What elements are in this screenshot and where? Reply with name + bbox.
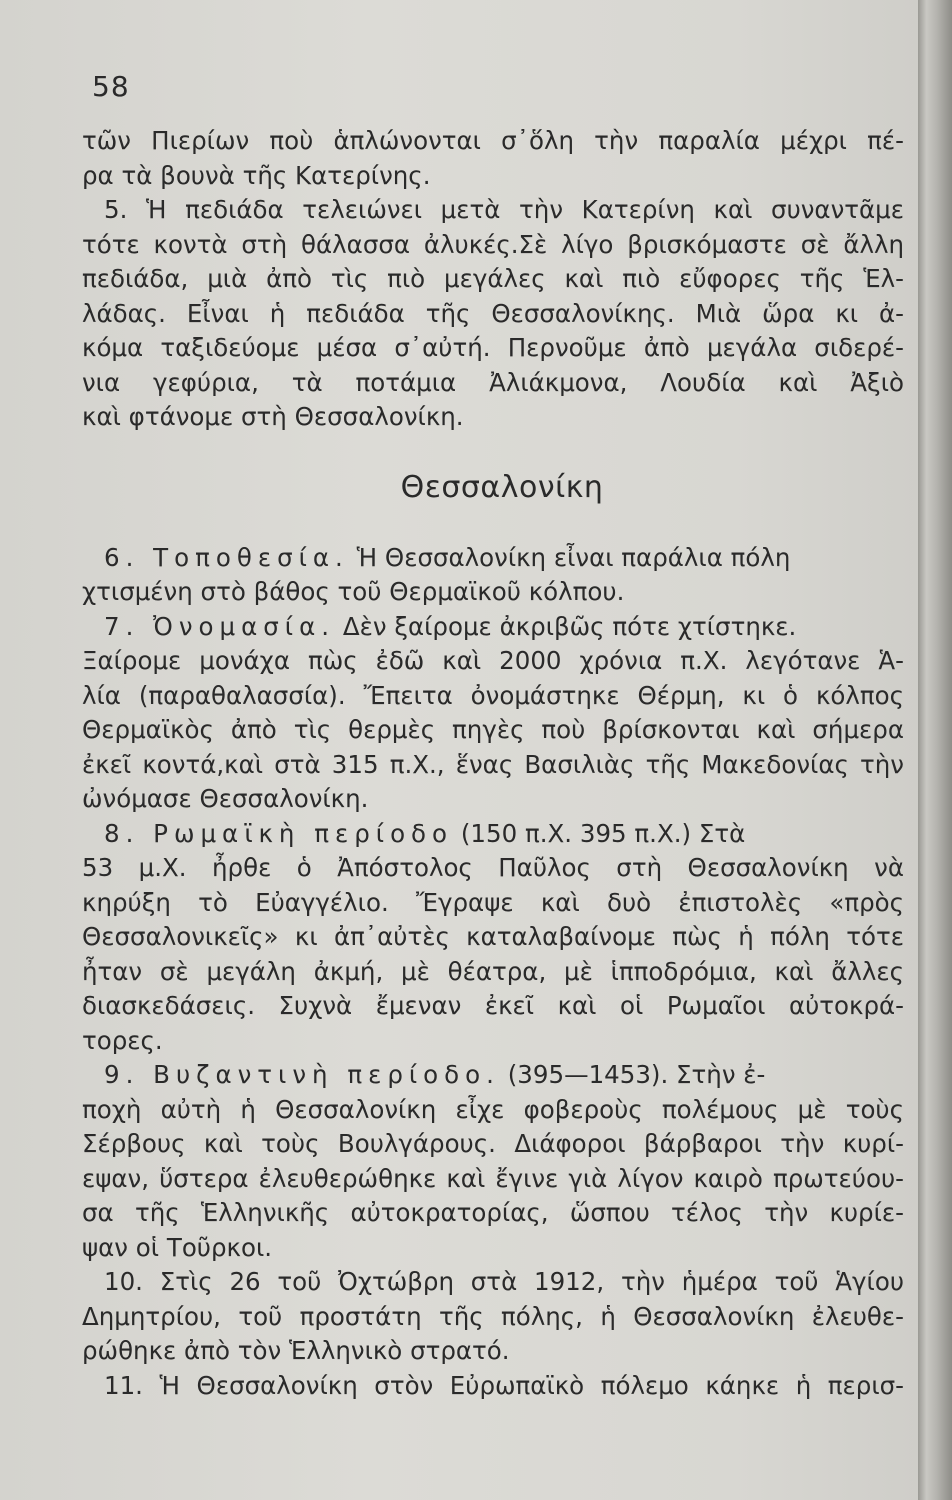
paragraph-lead: 8. Ρωμαϊκὴ περίοδο bbox=[104, 818, 454, 848]
text-segment: Δὲν ξαίρομε ἀκριβῶς πότε χτίστηκε. bbox=[342, 611, 797, 641]
text-line: ἐκεῖ κοντά,καὶ στὰ 315 π.Χ., ἕνας Βασιλιὰς τῆς Μακεδονίας τὴν bbox=[82, 749, 904, 779]
text-line bbox=[82, 1058, 904, 1093]
paragraph-8 bbox=[82, 817, 904, 1059]
text-segment: (150 π.Χ. 395 π.Χ.) Στὰ bbox=[460, 818, 746, 848]
text-line: λία (παραθαλασσία). Ἔπειτα ὀνομάστηκε Θέρμη, κι ὁ κόλπος bbox=[82, 680, 904, 710]
paragraph-7 bbox=[82, 610, 904, 817]
text-line: ἦταν σὲ μεγάλη ἀκμή, μὲ θέατρα, μὲ ἱπποδρόμια, καὶ ἄλλες bbox=[82, 956, 904, 986]
paragraph-lead: 9. Βυζαντινὴ περίοδο. bbox=[104, 1060, 500, 1089]
text-line bbox=[82, 817, 904, 852]
text-line: Σέρβους καὶ τοὺς Βουλγάρους. Διάφοροι βάρβαροι τὴν κυρί- bbox=[82, 1129, 904, 1158]
paragraph-lead: 7. Ὀνομασία. bbox=[104, 611, 336, 641]
text-line bbox=[82, 541, 904, 576]
text-line: κόμα ταξιδεύομε μέσα σ᾿αὐτή. Περνοῦμε ἀπὸ μεγάλα σιδερέ- bbox=[82, 333, 904, 362]
text-line: 10. Στὶς 26 τοῦ Ὀχτώβρη στὰ 1912, τὴν ἡμέρα τοῦ Ἁγίου bbox=[104, 1267, 904, 1296]
section-title: Θεσσαλονίκη bbox=[400, 469, 604, 505]
text-line: 5. Ἡ πεδιάδα τελειώνει μετὰ τὴν Κατερίνη καὶ συναντᾶμε bbox=[104, 195, 904, 224]
text-line: ρώθηκε ἀπὸ τὸν Ἑλληνικὸ στρατό. bbox=[82, 1336, 510, 1365]
page-body bbox=[82, 124, 904, 1403]
text-segment: (395—1453). Στὴν ἐ- bbox=[507, 1060, 766, 1089]
paragraph-5 bbox=[82, 193, 904, 435]
text-line: ρα τὰ βουνὰ τῆς Κατερίνης. bbox=[82, 160, 431, 190]
text-line: χτισμένη στὸ βάθος τοῦ Θερμαϊκοῦ κόλπου. bbox=[82, 577, 625, 606]
text-line: ὠνόμασε Θεσσαλονίκη. bbox=[82, 784, 369, 813]
text-line: Ξαίρομε μονάχα πὼς ἐδῶ καὶ 2000 χρόνια π.Χ. λεγότανε Ἁ- bbox=[82, 646, 904, 675]
text-line: κηρύξη τὸ Εὐαγγέλιο. Ἔγραψε καὶ δυὸ ἐπιστολὲς «πρὸς bbox=[82, 887, 904, 917]
text-line: τορες. bbox=[82, 1025, 163, 1055]
paragraph-lead: 6. Τοποθεσία. bbox=[104, 542, 349, 572]
text-line: νια γεφύρια, τὰ ποτάμια Ἀλιάκμονα, Λουδία καὶ Ἀξιὸ bbox=[82, 367, 904, 397]
page-edge-shadow bbox=[918, 0, 952, 1500]
paragraph-11 bbox=[82, 1369, 904, 1404]
text-line: λάδας. Εἶναι ἡ πεδιάδα τῆς Θεσσαλονίκης. Μιὰ ὥρα κι ἀ- bbox=[82, 298, 904, 328]
paragraph-6 bbox=[82, 541, 904, 610]
text-line: Δημητρίου, τοῦ προστάτη τῆς πόλης, ἡ Θεσσαλονίκη ἐλευθε- bbox=[82, 1301, 904, 1331]
text-line: τῶν Πιερίων ποὺ ἁπλώνονται σ᾿ὅλη τὴν παραλία μέχρι πέ- bbox=[82, 126, 904, 155]
text-line: ποχὴ αὐτὴ ἡ Θεσσαλονίκη εἶχε φοβεροὺς πολέμους μὲ τοὺς bbox=[82, 1094, 904, 1124]
text-line: 53 μ.Χ. ἦρθε ὁ Ἀπόστολος Παῦλος στὴ Θεσσαλονίκη νὰ bbox=[82, 853, 904, 882]
text-line: Θεσσαλονικεῖς» κι ἀπ᾿αὐτὲς καταλαβαίνομε πὼς ἡ πόλη τότε bbox=[82, 922, 904, 951]
text-line: 11. Ἡ Θεσσαλονίκη στὸν Εὐρωπαϊκὸ πόλεμο κάηκε ἡ περισ- bbox=[104, 1370, 904, 1400]
text-line: Θερμαϊκὸς ἀπὸ τὶς θερμὲς πηγὲς ποὺ βρίσκονται καὶ σήμερα bbox=[82, 715, 904, 744]
text-line: καὶ φτάνομε στὴ Θεσσαλονίκη. bbox=[82, 402, 464, 431]
text-line: εψαν, ὕστερα ἐλευθερώθηκε καὶ ἔγινε γιὰ λίγον καιρὸ πρωτεύου- bbox=[82, 1163, 904, 1193]
text-line: σα τῆς Ἑλληνικῆς αὐτοκρατορίας, ὥσπου τέλος τὴν κυρίε- bbox=[82, 1198, 904, 1227]
text-line: πεδιάδα, μιὰ ἀπὸ τὶς πιὸ μεγάλες καὶ πιὸ εὔφορες τῆς Ἑλ- bbox=[82, 264, 904, 293]
text-line: ψαν οἱ Τοῦρκοι. bbox=[82, 1232, 273, 1262]
paragraph-10 bbox=[82, 1265, 904, 1369]
paragraph-9 bbox=[82, 1058, 904, 1265]
text-segment: Ἡ Θεσσαλονίκη εἶναι παράλια πόλη bbox=[356, 542, 791, 572]
text-line: διασκεδάσεις. Συχνὰ ἔμεναν ἐκεῖ καὶ οἱ Ρωμαῖοι αὐτοκρά- bbox=[82, 991, 904, 1020]
text-line: τότε κοντὰ στὴ θάλασσα ἀλυκές.Σὲ λίγο βρισκόμαστε σὲ ἄλλη bbox=[82, 229, 904, 259]
page-number: 58 bbox=[92, 70, 130, 103]
text-line bbox=[82, 610, 904, 645]
paragraph-intro bbox=[82, 124, 904, 193]
